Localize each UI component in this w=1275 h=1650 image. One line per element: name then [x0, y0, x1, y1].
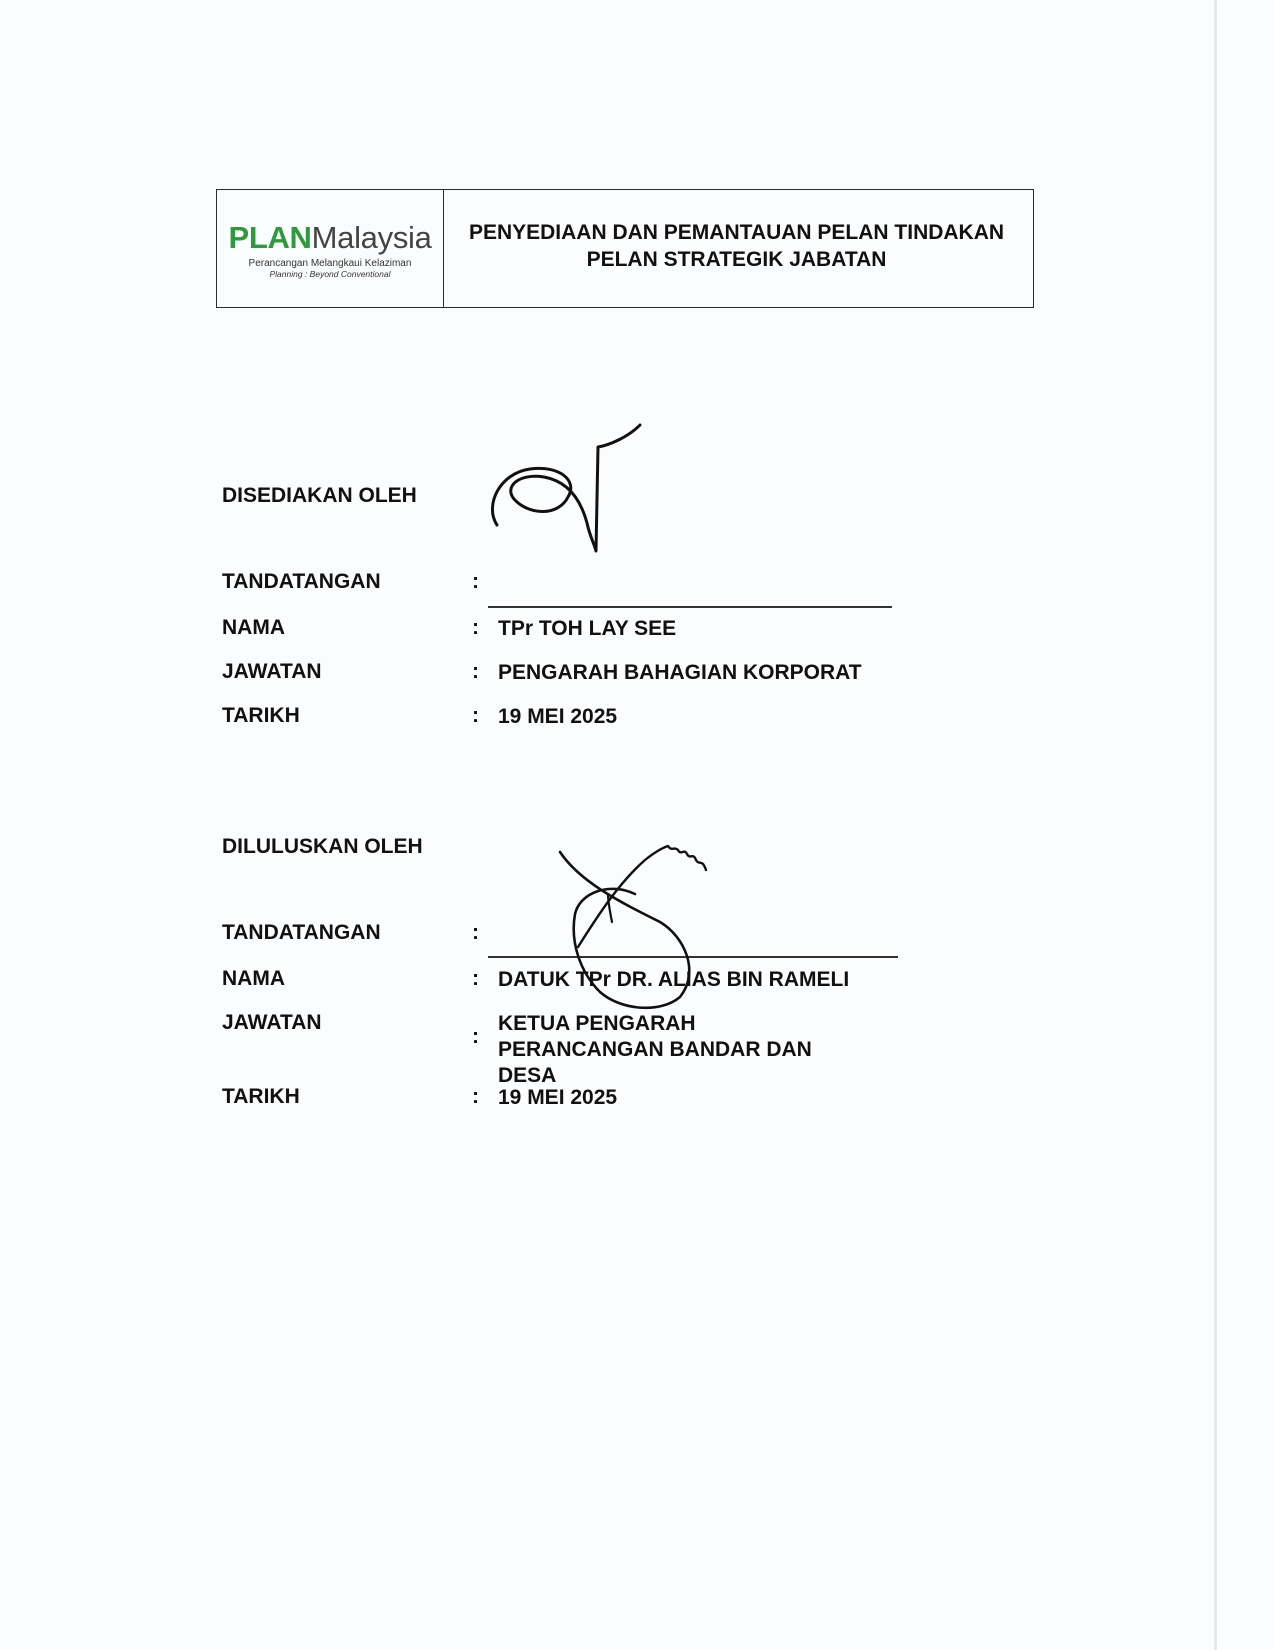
document-title — [444, 190, 1033, 307]
page-edge — [1214, 0, 1217, 1650]
approved-name-value: DATUK TPr DR. ALIAS BIN RAMELI — [498, 968, 850, 991]
logo-brand-plan: PLAN — [228, 220, 312, 255]
prepared-position-row — [222, 660, 1062, 688]
approved-position-value: KETUA PENGARAH PERANCANGAN BANDAR DAN DESA — [498, 1012, 812, 1087]
approved-name-label: NAMA — [222, 967, 285, 990]
colon: : — [472, 1025, 479, 1048]
approved-signature-label: TANDATANGAN — [222, 921, 381, 944]
approved-date-label: TARIKH — [222, 1085, 300, 1108]
prepared-date-value: 19 MEI 2025 — [498, 705, 618, 728]
approved-position-row — [222, 1011, 1062, 1087]
logo-subtagline: Planning : Beyond Conventional — [269, 269, 391, 279]
approved-date-value: 19 MEI 2025 — [498, 1086, 618, 1109]
logo-tagline: Perancangan Melangkaui Kelaziman — [248, 258, 412, 269]
colon: : — [472, 921, 479, 944]
prepared-by-heading: DISEDIAKAN OLEH — [222, 484, 417, 507]
prepared-date-row — [222, 704, 1062, 732]
prepared-name-value: TPr TOH LAY SEE — [498, 617, 677, 640]
colon: : — [472, 660, 479, 683]
colon: : — [472, 1085, 479, 1108]
prepared-signature — [470, 425, 670, 555]
prepared-signature-line — [488, 606, 892, 608]
approved-signature — [540, 842, 720, 1012]
approved-date-row — [222, 1085, 1062, 1113]
colon: : — [472, 704, 479, 727]
prepared-position-value: PENGARAH BAHAGIAN KORPORAT — [498, 661, 862, 684]
prepared-name-label: NAMA — [222, 616, 285, 639]
planmalaysia-logo — [217, 190, 444, 307]
prepared-position-label: JAWATAN — [222, 660, 322, 683]
colon: : — [472, 967, 479, 990]
prepared-date-label: TARIKH — [222, 704, 300, 727]
title-line-2: PELAN STRATEGIK JABATAN — [586, 247, 887, 271]
colon: : — [472, 570, 479, 593]
logo-brand-malaysia: Malaysia — [311, 220, 432, 255]
prepared-signature-label: TANDATANGAN — [222, 570, 381, 593]
prepared-signature-row — [222, 570, 1062, 598]
colon: : — [472, 616, 479, 639]
title-line-1: PENYEDIAAN DAN PEMANTAUAN PELAN TINDAKAN — [468, 220, 1005, 244]
approved-position-label: JAWATAN — [222, 1011, 322, 1034]
prepared-name-row — [222, 616, 1062, 644]
document-header — [216, 189, 1034, 308]
approved-by-heading: DILULUSKAN OLEH — [222, 835, 423, 858]
